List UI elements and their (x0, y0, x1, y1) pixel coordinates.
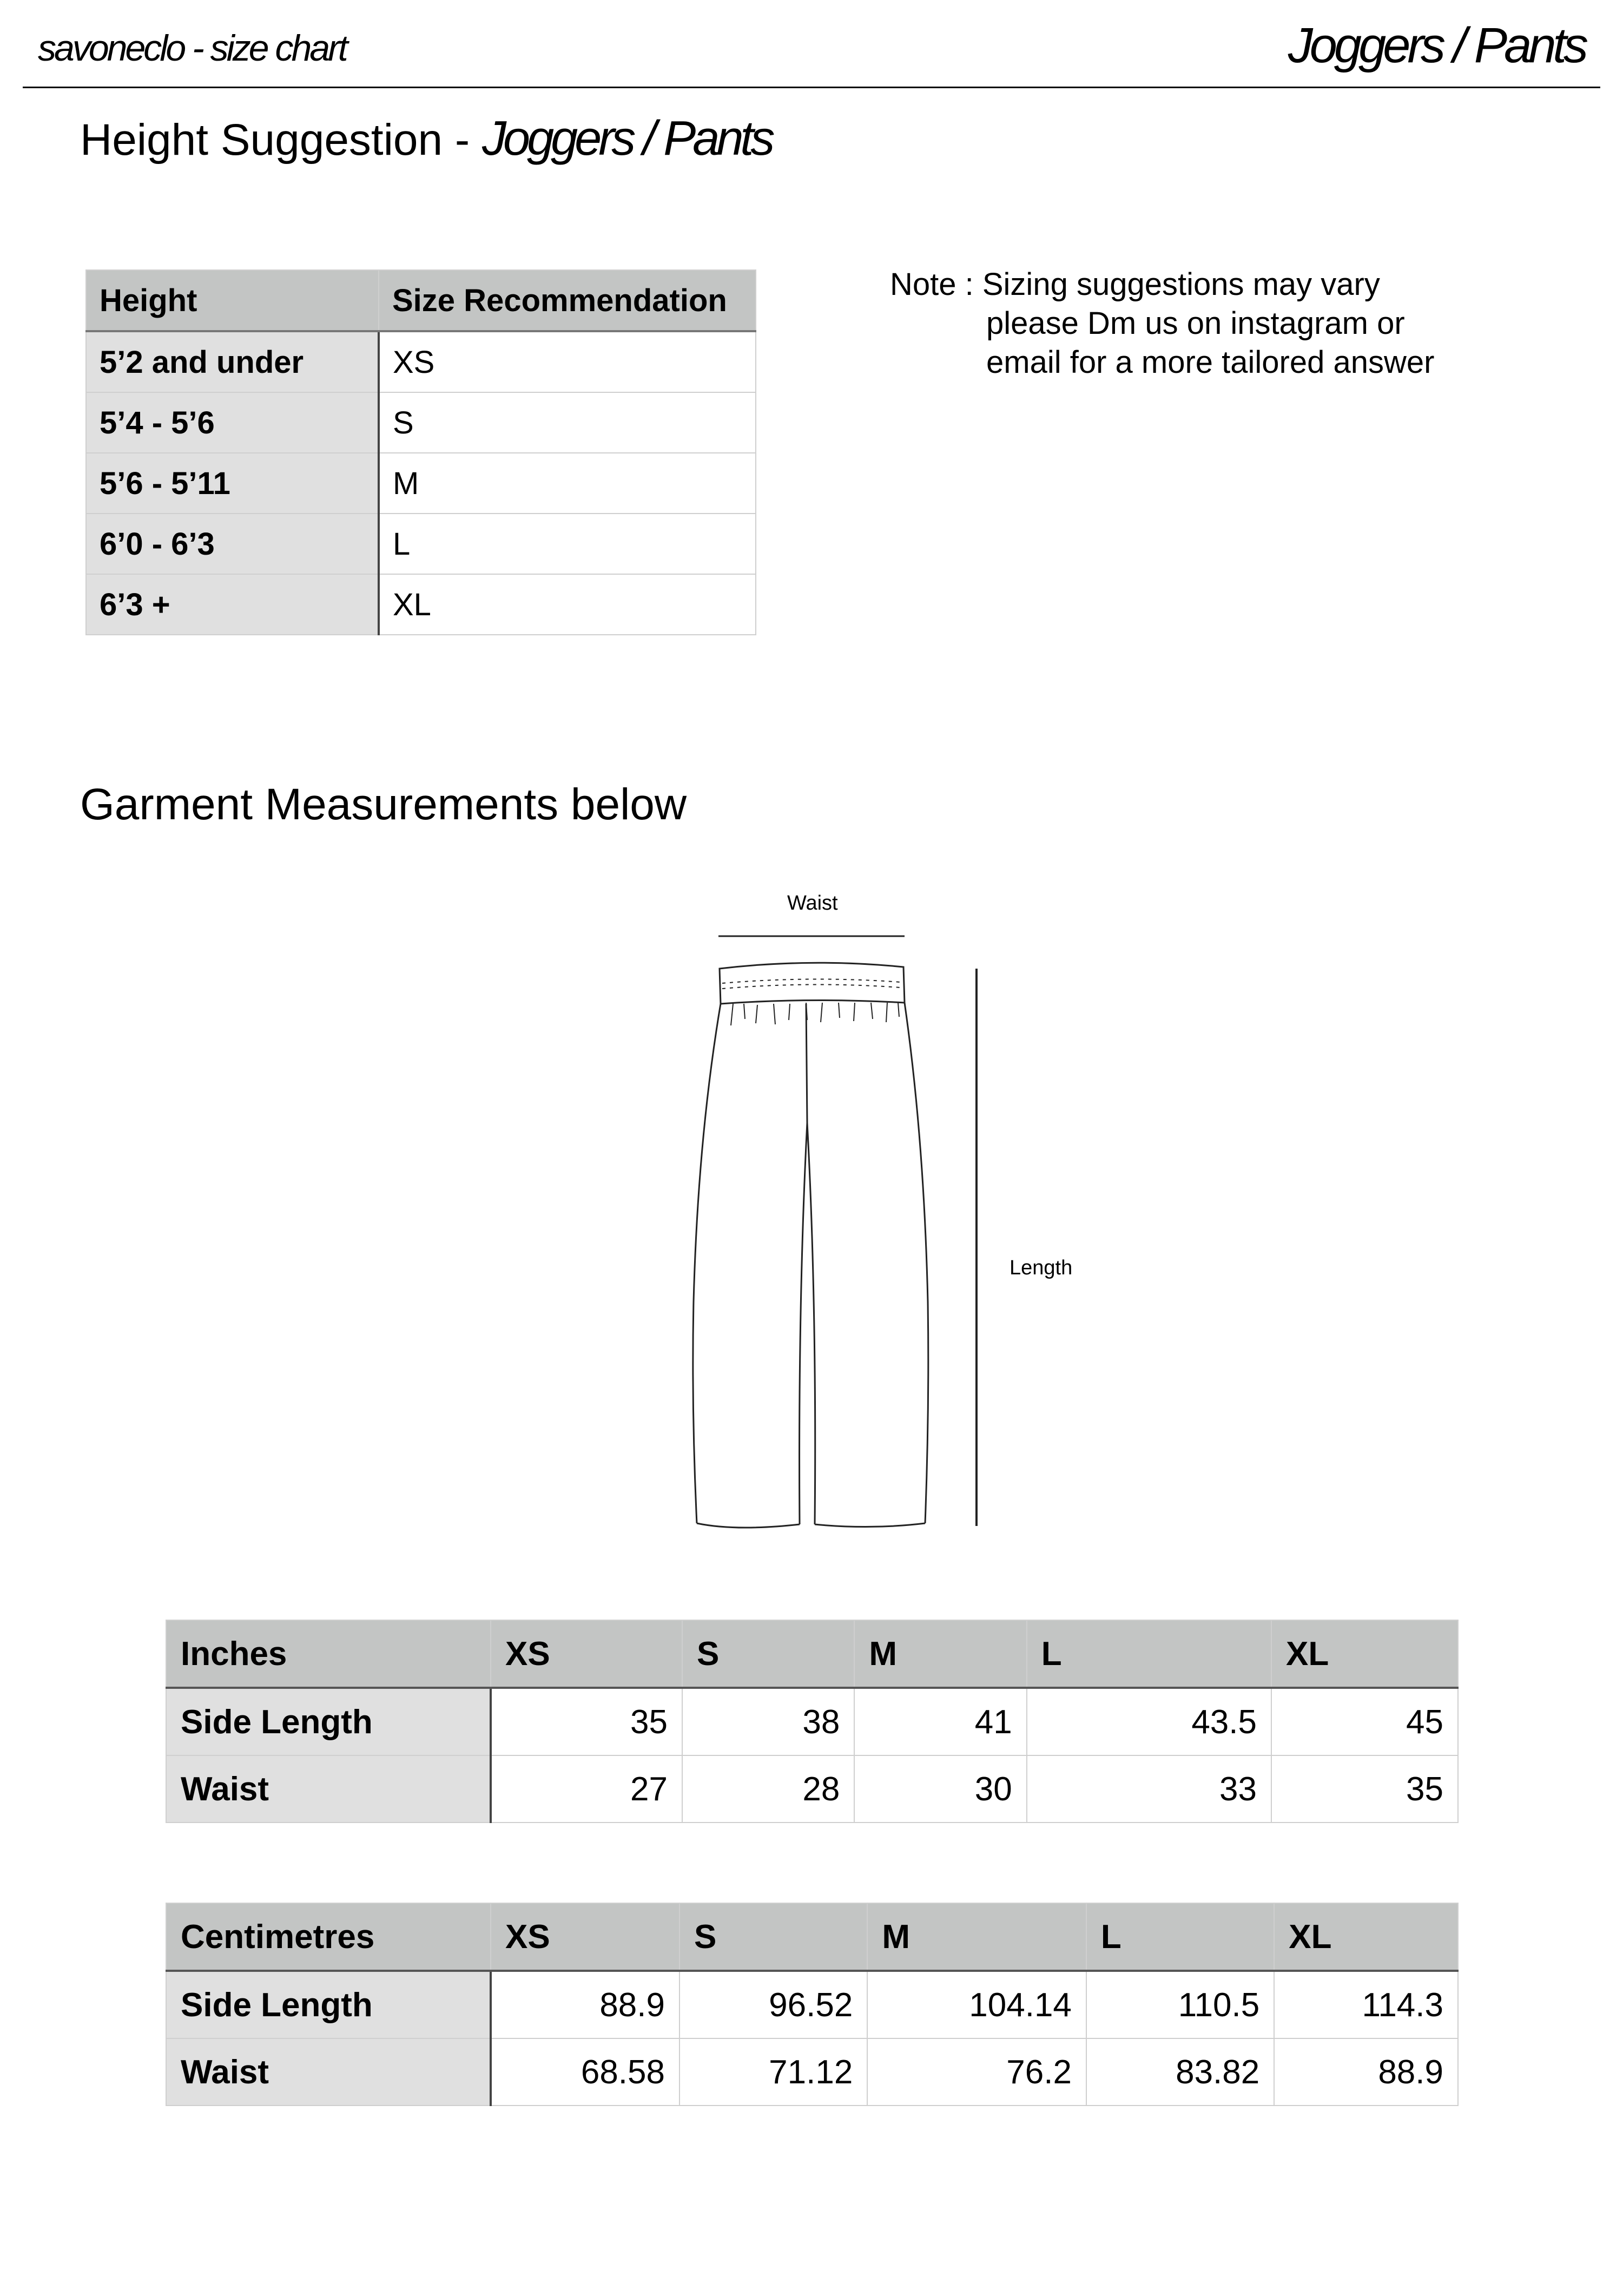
header-size-recommendation: Size Recommendation (379, 270, 756, 331)
height-section-title (80, 111, 771, 167)
table-row (86, 331, 756, 392)
category-title: Joggers / Pants (1288, 18, 1585, 73)
value-cell: 45 (1271, 1688, 1458, 1755)
value-cell: 43.5 (1027, 1688, 1271, 1755)
brand-title: savoneclo - size chart (38, 28, 346, 69)
value-cell: 83.82 (1086, 2038, 1274, 2106)
size-header: XL (1274, 1903, 1458, 1971)
sizing-note (890, 265, 1434, 382)
value-cell: 104.14 (867, 1971, 1086, 2038)
value-cell: 71.12 (679, 2038, 867, 2106)
size-header: L (1086, 1903, 1274, 1971)
size-cell: L (379, 514, 756, 574)
pants-diagram-icon (682, 923, 995, 1540)
header-divider (23, 87, 1600, 88)
table-row (166, 1688, 1458, 1755)
height-cell: 5’6 - 5’11 (86, 453, 379, 514)
table-header-row (86, 270, 756, 331)
height-table (85, 269, 756, 635)
height-title-category: Joggers / Pants (482, 111, 772, 166)
size-header: XS (491, 1903, 679, 1971)
height-cell: 6’0 - 6’3 (86, 514, 379, 574)
size-header: XS (491, 1620, 682, 1688)
value-cell: 35 (1271, 1755, 1458, 1823)
value-cell: 30 (854, 1755, 1026, 1823)
row-label: Waist (166, 1755, 491, 1823)
value-cell: 38 (682, 1688, 854, 1755)
note-line: please Dm us on instagram or (986, 306, 1405, 341)
table-row (86, 453, 756, 514)
size-header: M (854, 1620, 1026, 1688)
centimetres-table (166, 1903, 1459, 2106)
size-cell: XS (379, 331, 756, 392)
size-header: S (679, 1903, 867, 1971)
inches-table (166, 1620, 1459, 1823)
height-title-prefix: Height Suggestion - (80, 115, 470, 165)
unit-header: Inches (166, 1620, 491, 1688)
size-cell: XL (379, 574, 756, 635)
height-cell: 5’4 - 5’6 (86, 392, 379, 453)
value-cell: 28 (682, 1755, 854, 1823)
value-cell: 27 (491, 1755, 682, 1823)
value-cell: 41 (854, 1688, 1026, 1755)
table-row (86, 574, 756, 635)
value-cell: 88.9 (1274, 2038, 1458, 2106)
row-label: Side Length (166, 1688, 491, 1755)
table-row (166, 1755, 1458, 1823)
value-cell: 114.3 (1274, 1971, 1458, 2038)
value-cell: 76.2 (867, 2038, 1086, 2106)
table-header-row (166, 1903, 1458, 1971)
value-cell: 68.58 (491, 2038, 679, 2106)
height-cell: 6’3 + (86, 574, 379, 635)
size-cell: M (379, 453, 756, 514)
row-label: Waist (166, 2038, 491, 2106)
garment-section-title: Garment Measurements below (80, 780, 687, 829)
value-cell: 35 (491, 1688, 682, 1755)
size-header: M (867, 1903, 1086, 1971)
note-line: email for a more tailored answer (986, 345, 1435, 380)
value-cell: 33 (1027, 1755, 1271, 1823)
size-header: S (682, 1620, 854, 1688)
size-header: XL (1271, 1620, 1458, 1688)
table-row (86, 514, 756, 574)
header-height: Height (86, 270, 379, 331)
unit-header: Centimetres (166, 1903, 491, 1971)
row-label: Side Length (166, 1971, 491, 2038)
length-label: Length (1010, 1256, 1073, 1279)
size-cell: S (379, 392, 756, 453)
table-row (86, 392, 756, 453)
value-cell: 110.5 (1086, 1971, 1274, 2038)
value-cell: 96.52 (679, 1971, 867, 2038)
value-cell: 88.9 (491, 1971, 679, 2038)
table-row (166, 1971, 1458, 2038)
height-cell: 5’2 and under (86, 331, 379, 392)
table-header-row (166, 1620, 1458, 1688)
note-line: Note : Sizing suggestions may vary (890, 267, 1380, 302)
size-header: L (1027, 1620, 1271, 1688)
waist-label: Waist (787, 892, 838, 915)
table-row (166, 2038, 1458, 2106)
